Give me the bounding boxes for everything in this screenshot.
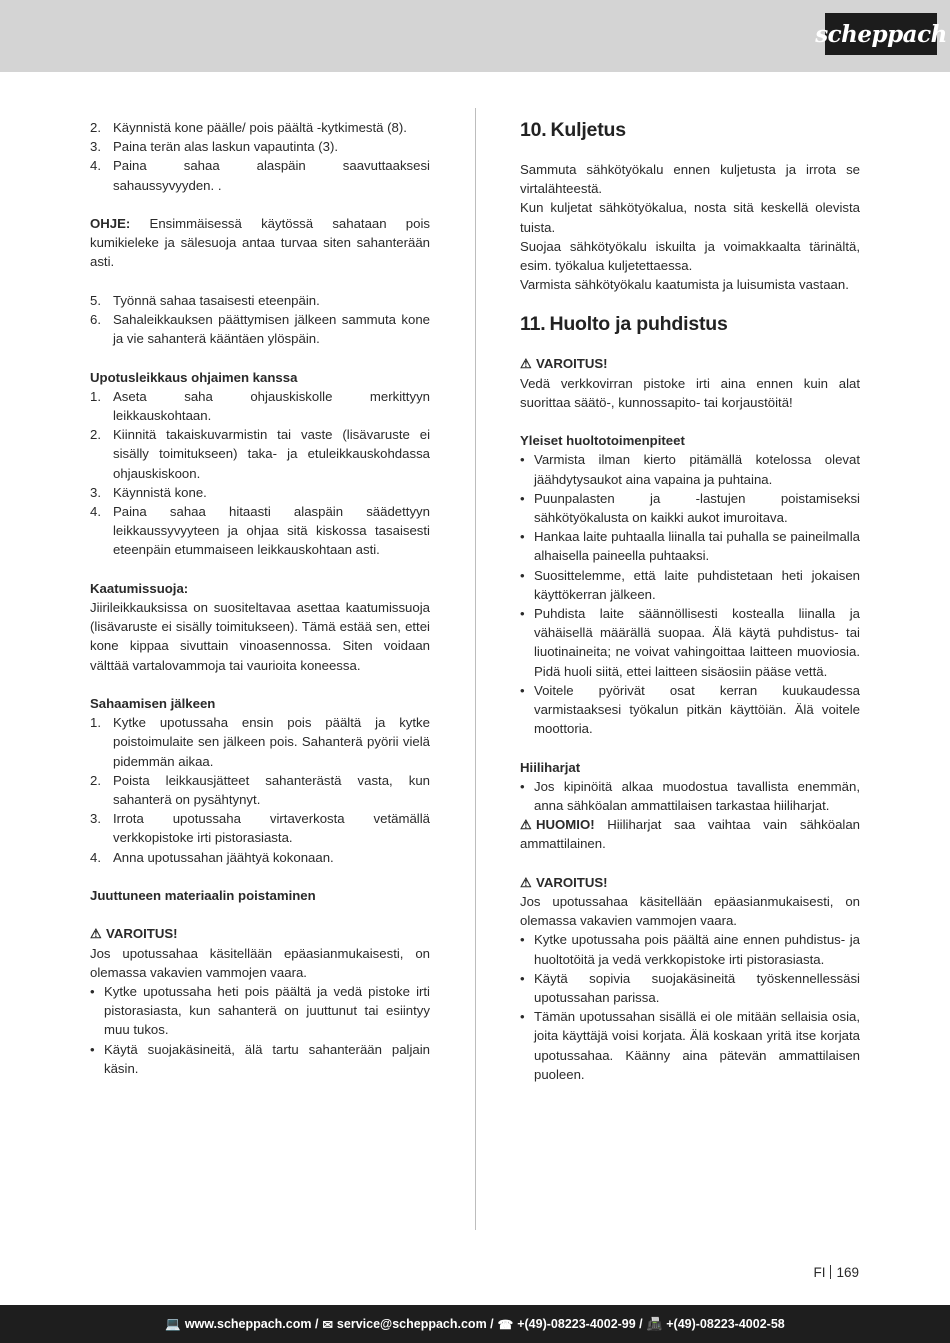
page-number	[813, 1265, 859, 1280]
paragraph-line: Varmista sähkötyökalu kaatumista ja luisumista vastaan.	[520, 277, 849, 293]
website-link[interactable]: www.scheppach.com /	[184, 1317, 319, 1331]
jam-title: Juuttuneen materiaalin poistaminen	[90, 888, 316, 904]
general-bullets	[520, 450, 860, 738]
paragraph-line: Kun kuljetat sähkötyökalua, nosta sitä keskellä olevista tuista.	[520, 200, 860, 235]
bullet-dot-icon: •	[520, 682, 525, 698]
guide-title: Upotusleikkaus ohjaimen kanssa	[90, 369, 298, 385]
warning-heading	[520, 873, 860, 892]
section-title: Huolto ja puhdistus	[549, 313, 728, 336]
list-number: 3.	[90, 139, 101, 155]
bullet-dot-icon: •	[90, 1041, 95, 1057]
bullet-item	[520, 604, 860, 681]
bullet-text: Puunpalasten ja -lastujen poistamiseksi sähkötyökalusta on kaikki aukot imuroitava.	[534, 490, 860, 526]
s10-lines	[520, 160, 860, 294]
list-text: Käynnistä kone.	[113, 484, 207, 500]
steps-b	[90, 291, 430, 349]
list-number: 1.	[90, 715, 101, 731]
warning-icon: ⚠	[520, 874, 532, 890]
list-item	[90, 771, 430, 809]
list-text: Sahaleikkauksen päättymisen jälkeen sammuta kone ja vie sahanterä kääntäen ylöspäin.	[113, 312, 430, 347]
bullet-dot-icon: •	[520, 452, 525, 468]
list-text: Poista leikkausjätteet sahanterästä vasta, kun sahanterä on pysähtynyt.	[113, 772, 430, 808]
jam-text: Jos upotussahaa käsitellään epäasianmukaisesti, on olemassa vakavien vammojen vaara.	[90, 945, 430, 980]
phone-icon: ☎	[497, 1317, 514, 1332]
bullet-item	[520, 527, 860, 565]
bullet-text: Kytke upotussaha heti pois päältä ja vedä pistoke irti pistorasiasta, kun sahanterä on juuttunut tai esiintyy muu tukos.	[104, 984, 430, 1038]
bullet-item	[520, 969, 860, 1007]
bullet-dot-icon: •	[520, 778, 525, 794]
list-text: Käynnistä kone päälle/ pois päältä -kytkimestä (8).	[113, 120, 407, 135]
bullet-text: Käytä sopivia suojakäsineitä työskennellessäsi upotussahan parissa.	[534, 970, 860, 1006]
bullet-text: Tämän upotussahan sisällä ei ole mitään sellaisia osia, joita käyttäjä voisi korjata. Älä koskaan yritä itse korjata upotussahaa. Käänny aina pätevän ammattilaisen puoleen.	[534, 1009, 860, 1082]
bullet-item	[520, 1007, 860, 1084]
warning-icon: ⚠	[520, 817, 532, 833]
bullet-text: Varmista ilman kierto pitämällä kotelossa olevat jäähdytysaukot aina vapaina ja puhtaina.	[534, 452, 860, 487]
list-text: Paina terän alas laskun vapautinta (3).	[113, 139, 339, 155]
bullet-text: Hankaa laite puhtaalla liinalla tai puhalla se paineilmalla alhaisella paineella puhtaaksi.	[534, 529, 860, 564]
warning-label: VAROITUS!	[106, 926, 178, 942]
list-number: 3.	[90, 811, 101, 827]
bullet-item	[520, 489, 860, 527]
list-number: 1.	[90, 388, 101, 404]
bullet-dot-icon: •	[520, 529, 525, 545]
bullet-item	[520, 777, 860, 815]
after-title: Sahaamisen jälkeen	[90, 696, 216, 712]
warn2-bullets	[520, 930, 860, 1084]
list-number: 4.	[90, 849, 101, 865]
list-text: Kiinnitä takaiskuvarmistin tai vaste (lisävaruste ei sisälly toimitukseen) taka- ja etuleikkauskohdassa ohjauskiskoon.	[113, 427, 430, 481]
caution-text: Hiiliharjat saa vaihtaa vain sähköalan ammattilainen.	[520, 817, 860, 852]
guide-steps	[90, 387, 430, 560]
list-text: Anna upotussahan jäähtyä kokonaan.	[113, 849, 334, 865]
list-item	[90, 137, 430, 156]
bullet-dot-icon: •	[520, 567, 525, 583]
steps-a	[90, 118, 430, 195]
bullet-dot-icon: •	[520, 932, 525, 948]
bullet-dot-icon: •	[520, 606, 525, 622]
list-item	[90, 848, 430, 867]
warning-heading	[520, 354, 860, 373]
brush-title: Hiiliharjat	[520, 759, 581, 775]
caution-label: HUOMIO!	[536, 817, 595, 833]
list-item	[90, 291, 430, 310]
list-item	[90, 310, 430, 348]
brand-logo: scheppach	[825, 13, 937, 55]
bullet-item	[520, 681, 860, 739]
general-title: Yleiset huoltotoimenpiteet	[520, 433, 685, 449]
paragraph-line: Suojaa sähkötyökalu iskuilta ja voimakkaalta tärinältä, esim. työkalua kuljetettaessa.	[520, 238, 860, 274]
list-text: Aseta saha ohjauskiskolle merkittyyn leikkauskohtaan.	[113, 388, 430, 423]
contact-bar	[0, 1305, 950, 1343]
bullet-item	[520, 930, 860, 968]
list-item	[90, 118, 430, 137]
list-item	[90, 483, 430, 502]
section-number: 10.	[520, 119, 547, 141]
bullet-dot-icon: •	[520, 1009, 525, 1025]
page-count: 169	[836, 1265, 859, 1280]
bullet-item	[520, 566, 860, 604]
email-link[interactable]: service@scheppach.com /	[336, 1317, 494, 1331]
warn2-text: Jos upotussahaa käsitellään epäasianmukaisesti, on olemassa vakavien vammojen vaara.	[520, 894, 860, 929]
after-steps	[90, 713, 430, 867]
jam-bullets	[90, 982, 430, 1078]
header-bar	[0, 0, 950, 72]
fax-icon: 📠	[646, 1316, 663, 1331]
list-number: 5.	[90, 292, 101, 308]
bullet-text: Puhdista laite säännöllisesti kostealla liinalla ja vähäisellä määrällä suopaa. Älä käytä puhdistus- tai liuotinaineita; ne voivat vahingoittaa laitteen muoviosia. Pidä huoli siitä, ettei laitteen sisäosiin pääse vettä.	[534, 606, 860, 679]
list-item	[90, 502, 430, 560]
s11-warning-text: Vedä verkkovirran pistoke irti aina ennen kuin alat suorittaa säätö-, kunnossapito- tai korjaustöitä!	[520, 375, 860, 410]
list-number: 6.	[90, 312, 101, 327]
warning-icon: ⚠	[90, 926, 102, 942]
list-text: Paina sahaa alaspäin saavuttaaksesi sahaussyvyyden. .	[113, 158, 430, 193]
fax-number: +(49)-08223-4002-58	[666, 1317, 785, 1331]
section-11-heading	[520, 312, 860, 336]
tip-title: Kaatumissuoja:	[90, 580, 189, 596]
column-divider	[475, 108, 476, 1230]
bullet-text: Voitele pyörivät osat kerran kuukaudessa varmistaaksesi työkalun pitkän käyttöiän. Älä voitele moottoria.	[534, 682, 860, 737]
list-text: Paina sahaa hitaasti alaspäin säädettyyn leikkaussyvyyteen ja ohjaa sitä kiskossa tasaisesti eteenpäin etummaiseen leikkauskohtaan asti.	[113, 504, 430, 558]
list-number: 2.	[90, 772, 101, 788]
section-10-heading	[520, 118, 860, 142]
list-text: Irrota upotussaha virtaverkosta vetämällä verkkopistoke irti pistorasiasta.	[113, 811, 430, 846]
bullet-text: Käytä suojakäsineitä, älä tartu sahanterään paljain käsin.	[104, 1041, 430, 1076]
bullet-text: Jos kipinöitä alkaa muodostua tavallista enemmän, anna sähköalan ammattilaisen tarkastaa hiiliharjat.	[534, 778, 860, 814]
paragraph-line: Sammuta sähkötyökalu ennen kuljetusta ja irrota se virtalähteestä.	[520, 162, 860, 197]
phone-number: +(49)-08223-4002-99 /	[517, 1317, 643, 1331]
bullet-text: Suosittelemme, että laite puhdistetaan heti jokaisen käyttökerran jälkeen.	[534, 567, 860, 602]
section-title: Kuljetus	[550, 119, 626, 141]
note-paragraph	[90, 214, 430, 272]
bullet-dot-icon: •	[90, 984, 95, 1000]
warning-label: VAROITUS!	[536, 356, 608, 372]
language-code: FI	[813, 1265, 826, 1280]
tip-text: Jiirileikkauksissa on suositeltavaa asettaa kaatumissuoja (lisävaruste ei sisälly toimitukseen). Tämä estää sen, ettei kone kippaa sivuttain vinoasennossa. Siten voidaan välttää vartalovammoja tai vaurioita koneessa.	[90, 600, 430, 673]
bullet-dot-icon: •	[520, 490, 525, 506]
right-column	[520, 118, 860, 1084]
computer-icon: 💻	[165, 1316, 181, 1331]
bullet-item	[520, 450, 860, 488]
list-number: 4.	[90, 158, 101, 174]
note-label: OHJE:	[90, 216, 131, 231]
list-item	[90, 809, 430, 847]
list-item	[90, 387, 430, 425]
bullet-item	[90, 1040, 430, 1078]
list-number: 2.	[90, 427, 101, 443]
list-text: Kytke upotussaha ensin pois päältä ja kytke poistoimulaite sen jälkeen pois. Sahanterä pyörii vielä pidemmän aikaa.	[113, 715, 430, 769]
list-item	[90, 156, 430, 194]
list-number: 4.	[90, 504, 101, 520]
list-number: 2.	[90, 120, 101, 135]
warning-heading	[90, 924, 430, 943]
brush-bullets	[520, 777, 860, 815]
list-item	[90, 425, 430, 483]
mail-icon: ✉	[322, 1317, 333, 1332]
bullet-text: Kytke upotussaha pois päältä aine ennen puhdistus- ja huoltotöitä ja vedä verkkopistoke irti pistorasiasta.	[534, 932, 860, 967]
bullet-dot-icon: •	[520, 970, 525, 986]
list-number: 3.	[90, 484, 101, 500]
caution-paragraph	[520, 815, 860, 853]
note-text: Ensimmäisessä käytössä sahataan pois kumikieleke ja sälesuoja antaa turvaa siten sahanterään asti.	[90, 216, 430, 270]
section-number: 11.	[520, 313, 546, 336]
list-item	[90, 713, 430, 771]
list-text: Työnnä sahaa tasaisesti eteenpäin.	[113, 292, 320, 308]
warning-label: VAROITUS!	[536, 874, 608, 890]
bullet-item	[90, 982, 430, 1040]
warning-icon: ⚠	[520, 356, 532, 372]
left-column	[90, 118, 430, 1078]
